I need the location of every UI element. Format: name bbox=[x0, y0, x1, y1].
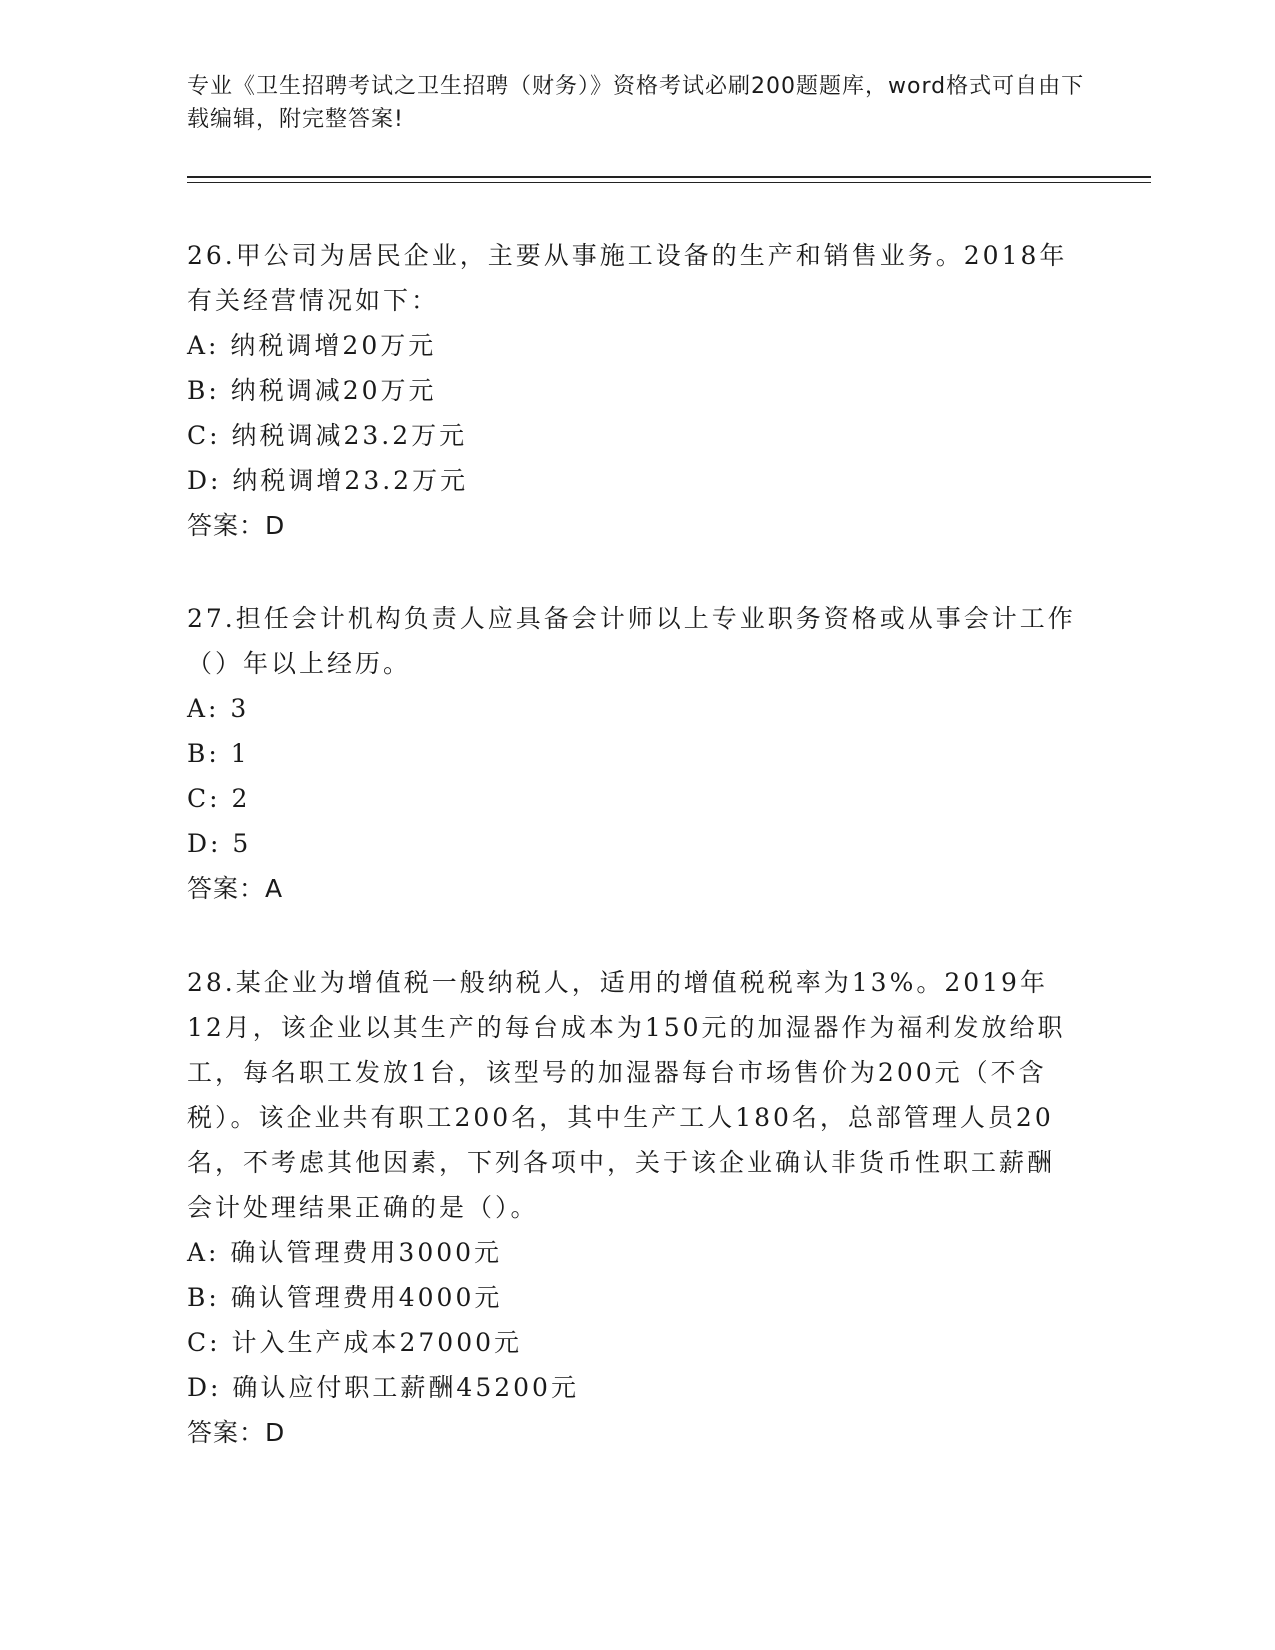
option-d: D: 纳税调增23.2万元 bbox=[187, 466, 469, 495]
header-divider bbox=[187, 176, 1151, 178]
option-c: C: 计入生产成本27000元 bbox=[187, 1328, 523, 1357]
question-26 bbox=[187, 233, 1077, 548]
question-stem: 28.某企业为增值税一般纳税人，适用的增值税税率为13%。2019年12月，该企业以其生产的每台成本为150元的加湿器作为福利发放给职工，每名职工发放1台，该型号的加湿器每台市场售价为200元（不含税）。该企业共有职工200名，其中生产工人180名，总部管理人员20名，不考虑其他因素，下列各项中，关于该企业确认非货币性职工薪酬会计处理结果正确的是（）。 bbox=[187, 968, 1066, 1222]
question-27 bbox=[187, 596, 1077, 911]
option-b: B: 纳税调减20万元 bbox=[187, 376, 437, 405]
option-a: A: 确认管理费用3000元 bbox=[187, 1238, 503, 1267]
answer-line: 答案：D bbox=[187, 1418, 286, 1447]
question-stem: 27.担任会计机构负责人应具备会计师以上专业职务资格或从事会计工作（）年以上经历。 bbox=[187, 604, 1076, 678]
header-divider-thin bbox=[187, 182, 1151, 183]
question-stem: 26.甲公司为居民企业，主要从事施工设备的生产和销售业务。2018年有关经营情况如下： bbox=[187, 241, 1068, 315]
answer-line: 答案：A bbox=[187, 874, 284, 903]
option-a: A: 纳税调增20万元 bbox=[187, 331, 437, 360]
question-28 bbox=[187, 960, 1077, 1455]
option-c: C: 2 bbox=[187, 784, 251, 813]
option-d: D: 确认应付职工薪酬45200元 bbox=[187, 1373, 579, 1402]
option-b: B: 1 bbox=[187, 739, 250, 768]
option-a: A: 3 bbox=[187, 694, 250, 723]
header-text: 专业《卫生招聘考试之卫生招聘（财务）》资格考试必刷200题题库，word格式可自由下载编辑，附完整答案! bbox=[187, 74, 1085, 132]
document-header bbox=[187, 70, 1087, 136]
answer-line: 答案：D bbox=[187, 511, 286, 540]
option-d: D: 5 bbox=[187, 829, 252, 858]
option-b: B: 确认管理费用4000元 bbox=[187, 1283, 503, 1312]
option-c: C: 纳税调减23.2万元 bbox=[187, 421, 468, 450]
